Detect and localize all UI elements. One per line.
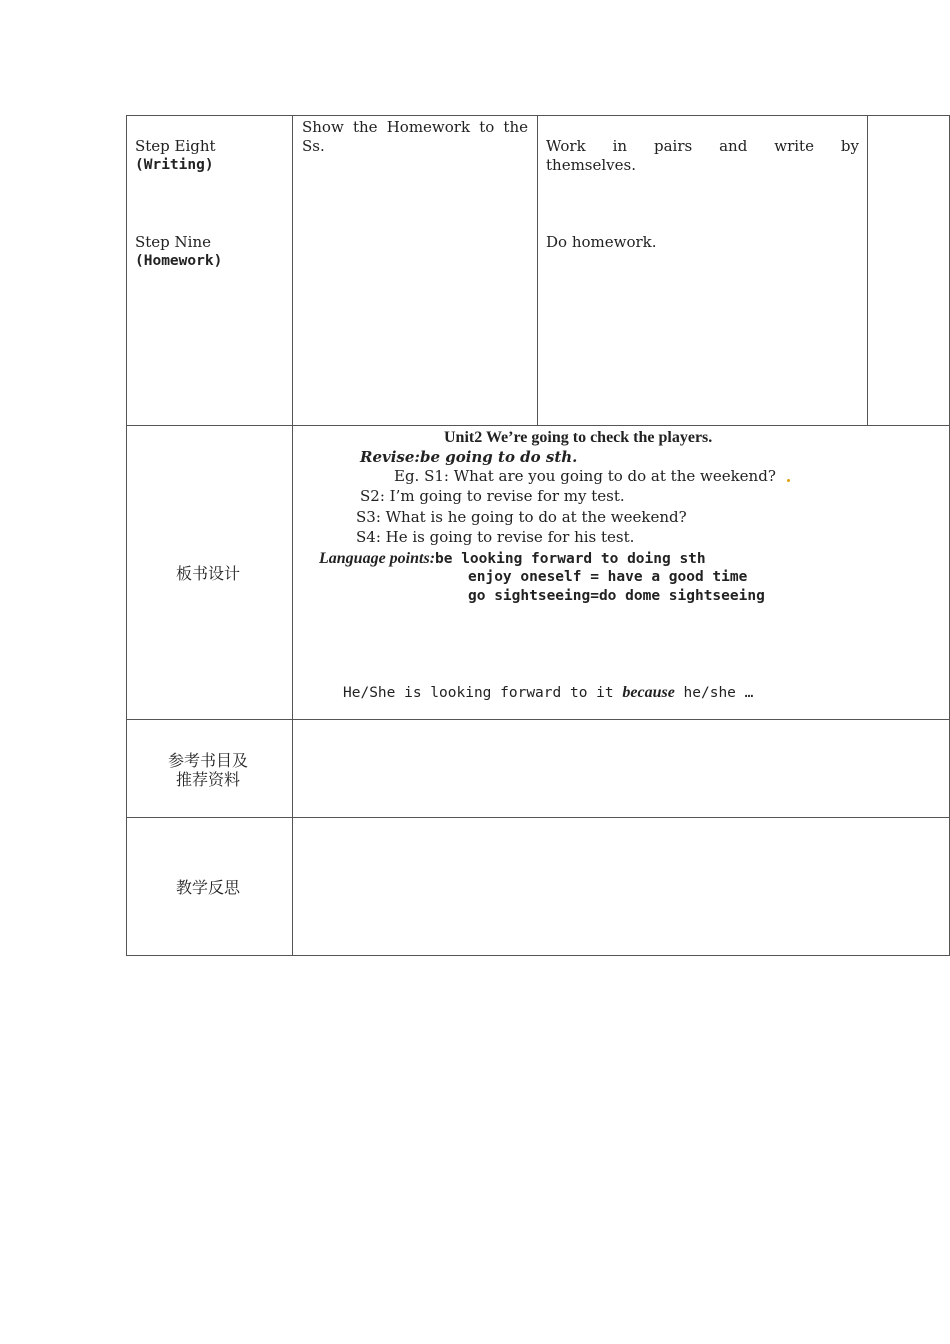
references-label-line2: 推荐资料 <box>176 770 241 789</box>
teacher-word: the <box>503 118 528 136</box>
board-design-label: 板书设计 <box>176 564 241 583</box>
step-nine-title: Step Nine <box>135 233 212 251</box>
board-language-points <box>319 549 706 569</box>
language-point-1: be looking forward to doing sth <box>435 551 706 567</box>
language-points-label: Language points: <box>319 550 436 567</box>
table-border-left <box>126 115 127 956</box>
step-nine-subtitle: (Homework) <box>135 253 223 269</box>
bottom-sentence-start: He/She is looking forward to it <box>343 685 614 701</box>
teacher-word: the <box>352 118 378 136</box>
teacher-word: to <box>479 118 495 136</box>
board-example-s2: S2: I’m going to revise for my test. <box>360 487 625 505</box>
board-title: Unit2 We’re going to check the players. <box>444 429 713 446</box>
column-divider-1 <box>292 115 293 956</box>
student-activity-line2: themselves. <box>546 156 636 174</box>
student-word: by <box>840 137 859 155</box>
step-eight-title: Step Eight <box>135 137 216 155</box>
table-border-bottom <box>126 955 950 956</box>
language-point-2: enjoy oneself = have a good time <box>468 569 748 585</box>
student-activity-line1 <box>546 137 859 156</box>
student-word: Work <box>546 137 586 155</box>
column-divider-3 <box>867 115 868 426</box>
teacher-activity-line1 <box>302 118 528 137</box>
references-label-line1: 参考书目及 <box>168 751 249 770</box>
board-example-s4: S4: He is going to revise for his test. <box>356 528 635 546</box>
bottom-sentence-because: because <box>622 684 675 701</box>
step-eight-subtitle: (Writing) <box>135 157 214 173</box>
board-example-s3: S3: What is he going to do at the weekend? <box>356 508 687 526</box>
row-divider-2 <box>126 719 950 720</box>
student-word: pairs <box>653 137 693 155</box>
student-word: in <box>612 137 628 155</box>
decorative-dot <box>787 479 790 482</box>
revise-text: be going to do sth. <box>419 448 578 466</box>
row-divider-3 <box>126 817 950 818</box>
teacher-word: Homework <box>386 118 471 136</box>
table-border-top <box>126 115 950 116</box>
reflection-label: 教学反思 <box>176 878 241 897</box>
student-word: and <box>719 137 748 155</box>
teacher-activity-line2: Ss. <box>302 137 325 155</box>
teacher-word: Show <box>302 118 344 136</box>
revise-label: Revise: <box>360 448 420 466</box>
row-divider-1 <box>126 425 950 426</box>
bottom-sentence-end: he/she … <box>683 685 754 701</box>
language-point-3: go sightseeing=do dome sightseeing <box>468 588 765 604</box>
board-example-s1: Eg. S1: What are you going to do at the weekend? <box>394 467 776 485</box>
student-word: write <box>774 137 814 155</box>
board-bottom-sentence <box>343 683 753 703</box>
column-divider-2 <box>537 115 538 426</box>
board-revise <box>360 448 577 467</box>
student-activity-step9: Do homework. <box>546 233 657 251</box>
